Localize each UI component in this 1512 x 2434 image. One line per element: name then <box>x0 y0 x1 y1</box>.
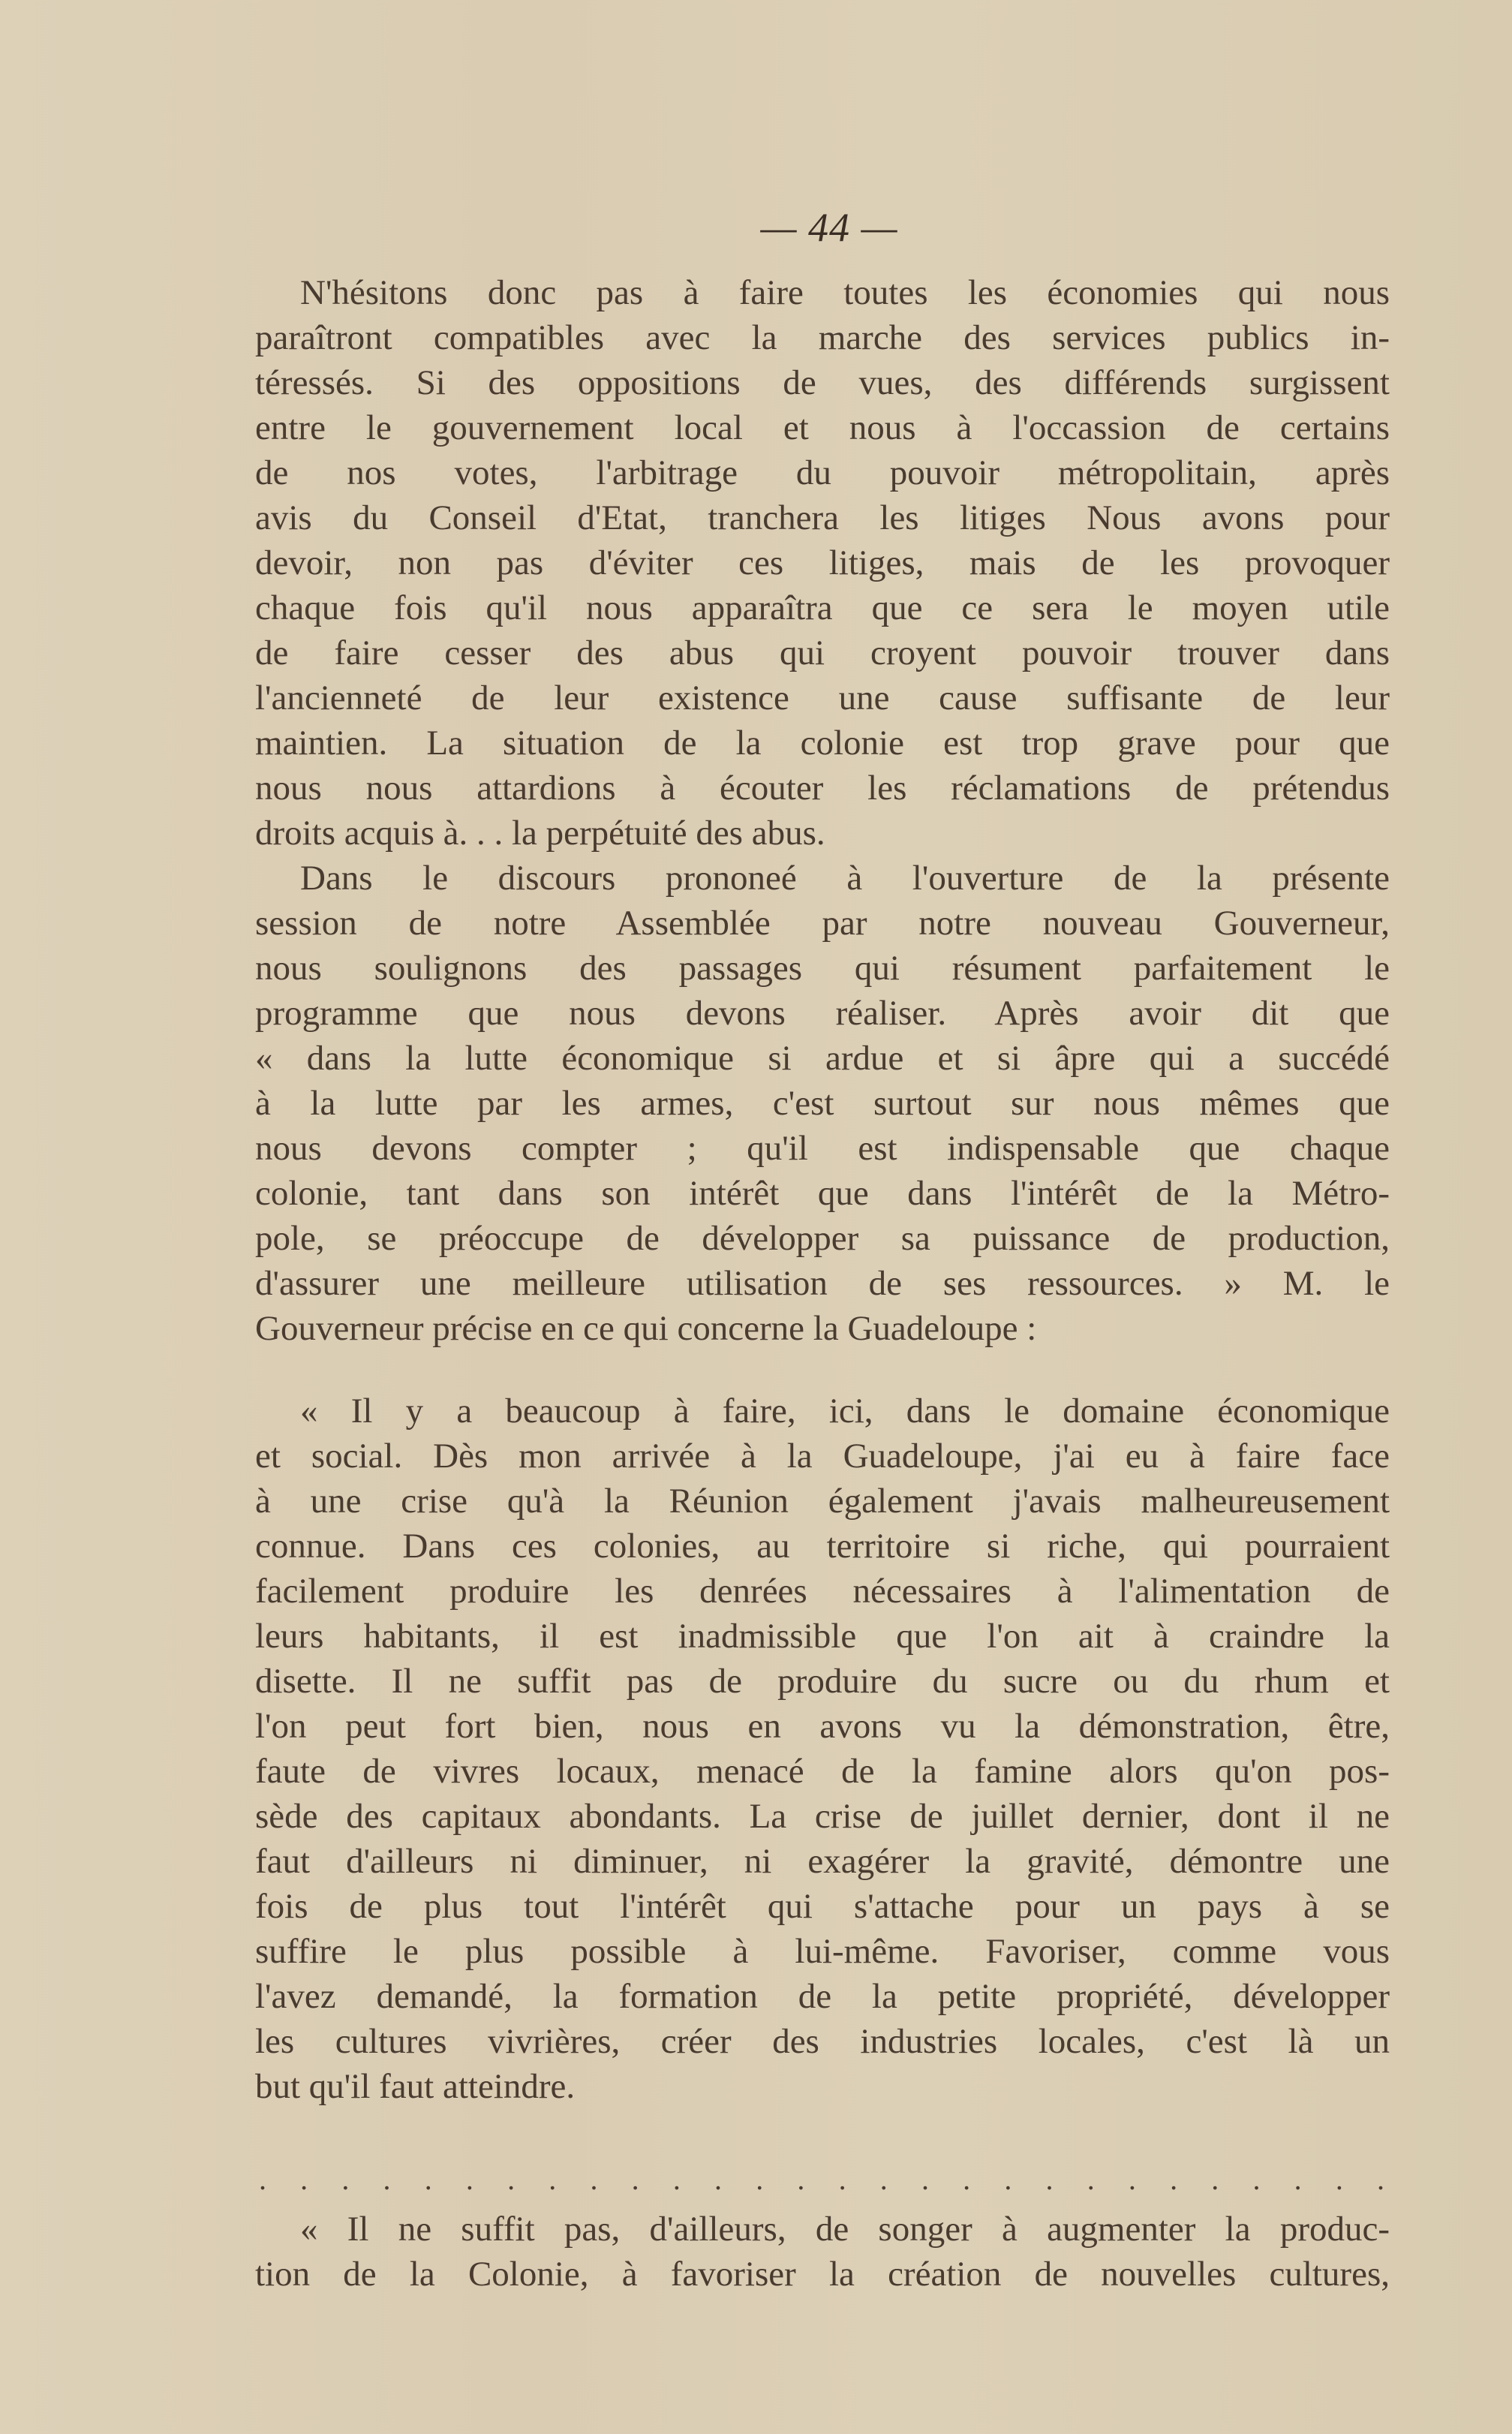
text-line: disette. Il ne suffit pas de produire du sucre ou du rhum et <box>255 1662 1390 1701</box>
text-line: fois de plus tout l'intérêt qui s'attache pour un pays à se <box>255 1887 1390 1926</box>
text-line: colonie, tant dans son intérêt que dans l'intérêt de la Métro- <box>255 1174 1390 1213</box>
text-line: à la lutte par les armes, c'est surtout sur nous mêmes que <box>255 1084 1390 1123</box>
text-line: les cultures vivrières, créer des industries locales, c'est là un <box>255 2022 1390 2061</box>
text-line: devoir, non pas d'éviter ces litiges, mais de les provoquer <box>255 543 1390 582</box>
text-line: Dans le discours prononeé à l'ouverture de la présente <box>300 859 1390 898</box>
text-line: session de notre Assemblée par notre nouveau Gouverneur, <box>255 904 1390 943</box>
text-line: programme que nous devons réaliser. Après avoir dit que <box>255 994 1390 1033</box>
text-line: pole, se préoccupe de développer sa puissance de production, <box>255 1219 1390 1258</box>
text-line: connue. Dans ces colonies, au territoire si riche, qui pourraient <box>255 1527 1390 1566</box>
text-line: tion de la Colonie, à favoriser la création de nouvelles cultures, <box>255 2255 1390 2294</box>
text-line: à une crise qu'à la Réunion également j'avais malheureusement <box>255 1482 1390 1521</box>
page-number: — 44 — <box>760 205 898 250</box>
text-line: l'avez demandé, la formation de la petite propriété, développer <box>255 1977 1390 2016</box>
text-line: N'hésitons donc pas à faire toutes les économies qui nous <box>300 273 1390 312</box>
text-line: d'assurer une meilleure utilisation de ses ressources. » M. le <box>255 1264 1390 1303</box>
text-line: avis du Conseil d'Etat, tranchera les litiges Nous avons pour <box>255 498 1390 537</box>
text-line: droits acquis à. . . la perpétuité des abus. <box>255 814 825 853</box>
text-line: facilement produire les denrées nécessaires à l'alimentation de <box>255 1572 1390 1611</box>
text-line: suffire le plus possible à lui-même. Favoriser, comme vous <box>255 1932 1390 1971</box>
text-line: but qu'il faut atteindre. <box>255 2067 576 2106</box>
text-line: sède des capitaux abondants. La crise de juillet dernier, dont il ne <box>255 1797 1390 1836</box>
text-line: maintien. La situation de la colonie est trop grave pour que <box>255 724 1390 763</box>
text-line: nous soulignons des passages qui résument parfaitement le <box>255 949 1390 988</box>
text-line: « Il y a beaucoup à faire, ici, dans le domaine économique <box>300 1392 1390 1431</box>
text-line: paraîtront compatibles avec la marche des services publics in- <box>255 318 1390 357</box>
text-line: entre le gouvernement local et nous à l'occassion de certains <box>255 408 1390 447</box>
text-line: leurs habitants, il est inadmissible que l'on ait à craindre la <box>255 1617 1390 1656</box>
text-line: de nos votes, l'arbitrage du pouvoir métropolitain, après <box>255 453 1390 492</box>
text-line: nous nous attardions à écouter les réclamations de prétendus <box>255 769 1390 808</box>
text-line: Gouverneur précise en ce qui concerne la Guadeloupe : <box>255 1309 1037 1348</box>
text-line: de faire cesser des abus qui croyent pouvoir trouver dans <box>255 633 1390 672</box>
text-line: faut d'ailleurs ni diminuer, ni exagérer la gravité, démontre une <box>255 1842 1390 1881</box>
text-line: faute de vivres locaux, menacé de la famine alors qu'on pos- <box>255 1752 1390 1791</box>
text-line: téressés. Si des oppositions de vues, des différends surgissent <box>255 363 1390 402</box>
text-line: et social. Dès mon arrivée à la Guadeloupe, j'ai eu à faire face <box>255 1437 1390 1476</box>
text-line: « Il ne suffit pas, d'ailleurs, de songer à augmenter la produc- <box>300 2210 1390 2249</box>
ellipsis-separator: . . . . . . . . . . . . . . . . . . . . . . . . . . . . <box>259 2162 1384 2196</box>
text-line: l'ancienneté de leur existence une cause suffisante de leur <box>255 678 1390 718</box>
text-line: chaque fois qu'il nous apparaîtra que ce sera le moyen utile <box>255 588 1390 627</box>
text-line: nous devons compter ; qu'il est indispensable que chaque <box>255 1129 1390 1168</box>
text-line: l'on peut fort bien, nous en avons vu la démonstration, être, <box>255 1707 1390 1746</box>
text-line: « dans la lutte économique si ardue et si âpre qui a succédé <box>255 1039 1390 1078</box>
